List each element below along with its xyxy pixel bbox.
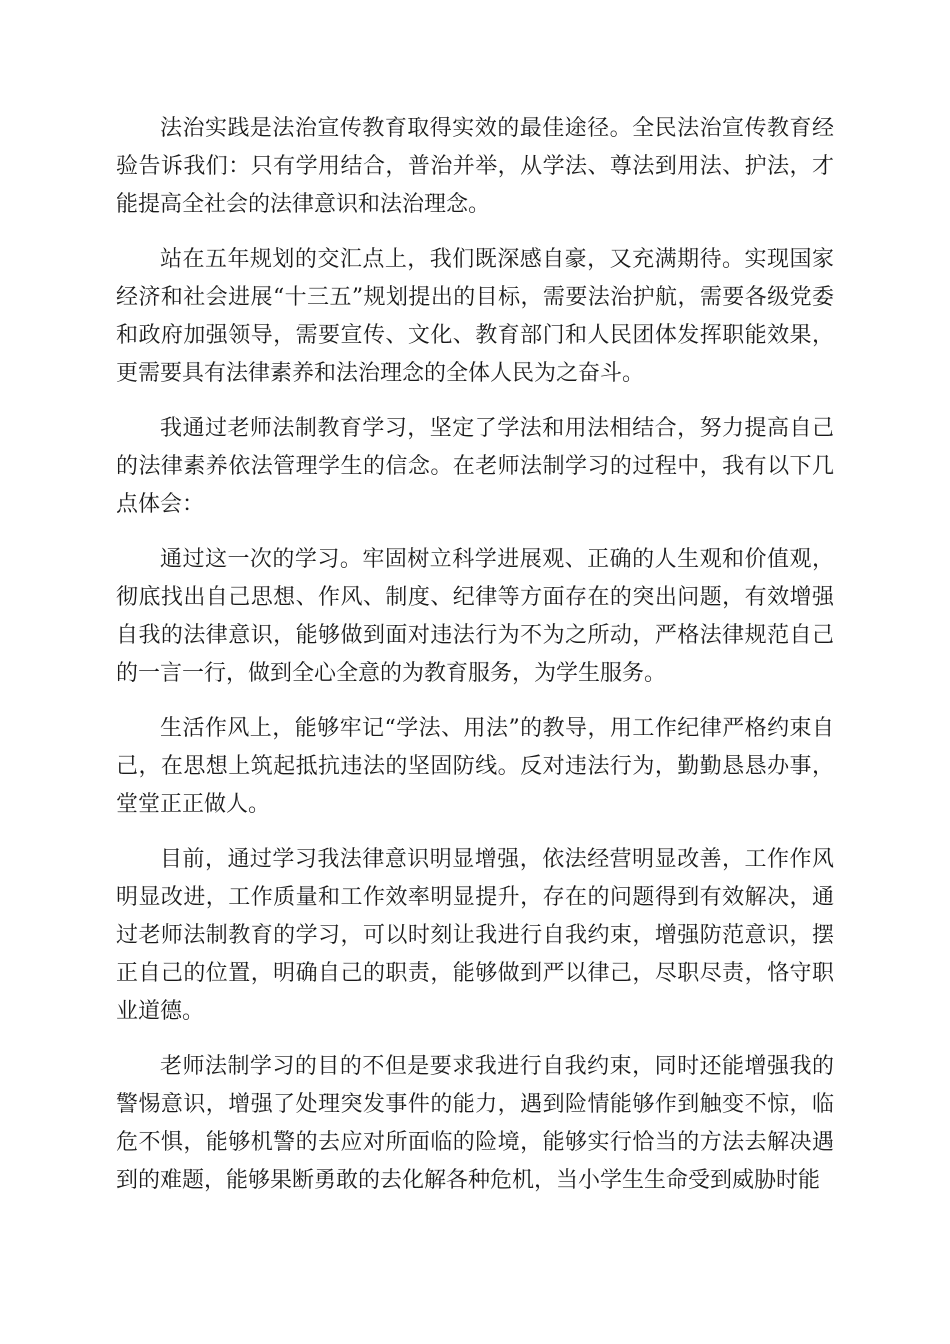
paragraph-5: 生活作风上，能够牢记“学法、用法”的教导，用工作纪律严格约束自己，在思想上筑起抵抗违法的坚固防线。反对违法行为，勤勤恳恳办事，堂堂正正做人。: [116, 716, 834, 817]
paragraph-7: 老师法制学习的目的不但是要求我进行自我约束，同时还能增强我的警惕意识，增强了处理突发事件的能力，遇到险情能够作到触变不惊，临危不惧，能够机警的去应对所面临的险境，能够实行恰当的方法去解决遇到的难题，能够果断勇敢的去化解各种危机，当小学生生命受到威胁时能: [116, 1054, 834, 1193]
paragraph-2: 站在五年规划的交汇点上，我们既深感自豪，又充满期待。实现国家经济和社会进展“十三五”规划提出的目标，需要法治护航，需要各级党委和政府加强领导，需要宣传、文化、教育部门和人民团体发挥职能效果，更需要具有法律素养和法治理念的全体人民为之奋斗。: [116, 247, 834, 386]
paragraph-1: 法治实践是法治宣传教育取得实效的最佳途径。全民法治宣传教育经验告诉我们：只有学用结合，普治并举，从学法、尊法到用法、护法，才能提高全社会的法律意识和法治理念。: [116, 116, 834, 217]
document-body: [116, 110, 834, 1217]
paragraph-3: 我通过老师法制教育学习，坚定了学法和用法相结合，努力提高自己的法律素养依法管理学生的信念。在老师法制学习的过程中，我有以下几点体会：: [116, 416, 834, 517]
paragraph-6: 目前，通过学习我法律意识明显增强，依法经营明显改善，工作作风明显改进，工作质量和工作效率明显提升，存在的问题得到有效解决，通过老师法制教育的学习，可以时刻让我进行自我约束，增强防范意识，摆正自己的位置，明确自己的职责，能够做到严以律己，尽职尽责，恪守职业道德。: [116, 847, 834, 1024]
paragraph-4: 通过这一次的学习。牢固树立科学进展观、正确的人生观和价值观，彻底找出自己思想、作风、制度、纪律等方面存在的突出问题，有效增强自我的法律意识，能够做到面对违法行为不为之所动，严格法律规范自己的一言一行，做到全心全意的为教育服务，为学生服务。: [116, 547, 834, 686]
